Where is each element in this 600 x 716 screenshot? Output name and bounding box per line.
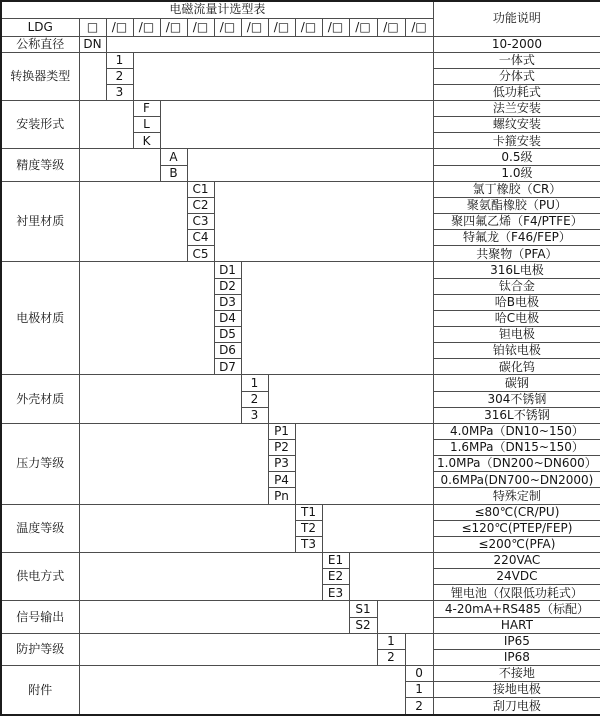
description-cell: 10-2000 xyxy=(433,36,600,52)
description-cell: 1.0MPa（DN200~DN600） xyxy=(433,456,600,472)
code-cell: E1 xyxy=(322,553,349,569)
code-box: /□ xyxy=(133,18,160,36)
code-cell: F xyxy=(133,101,160,117)
spacer-cell xyxy=(160,101,433,149)
code-cell: E2 xyxy=(322,569,349,585)
code-cell: T2 xyxy=(295,520,322,536)
model-prefix: LDG xyxy=(1,18,79,36)
code-cell: D2 xyxy=(214,278,241,294)
description-cell: 低功耗式 xyxy=(433,84,600,100)
spacer-cell xyxy=(187,149,433,181)
description-cell: 316L不锈钢 xyxy=(433,407,600,423)
description-cell: 哈B电极 xyxy=(433,294,600,310)
spacer-cell xyxy=(106,36,433,52)
code-cell: D3 xyxy=(214,294,241,310)
spacer-cell xyxy=(322,504,433,552)
spacer-cell xyxy=(79,375,241,423)
description-cell: 接地电极 xyxy=(433,682,600,698)
code-box: /□ xyxy=(160,18,187,36)
description-cell: 钛合金 xyxy=(433,278,600,294)
spacer-cell xyxy=(79,665,405,715)
code-cell: C3 xyxy=(187,214,214,230)
table-title: 电磁流量计选型表 xyxy=(1,1,433,18)
code-cell: D6 xyxy=(214,343,241,359)
code-cell: DN xyxy=(79,36,106,52)
code-cell: 3 xyxy=(106,84,133,100)
description-cell: 钽电极 xyxy=(433,327,600,343)
description-cell: 分体式 xyxy=(433,68,600,84)
spacer-cell xyxy=(79,101,133,149)
code-cell: D7 xyxy=(214,359,241,375)
description-cell: ≤120℃(PTEP/FEP) xyxy=(433,520,600,536)
spacer-cell xyxy=(79,262,214,375)
code-cell: T1 xyxy=(295,504,322,520)
code-cell: C5 xyxy=(187,246,214,262)
code-cell: 2 xyxy=(241,391,268,407)
description-cell: IP65 xyxy=(433,633,600,649)
code-box: /□ xyxy=(405,18,433,36)
category-label: 外壳材质 xyxy=(1,375,79,423)
code-box: /□ xyxy=(349,18,377,36)
spacer-cell xyxy=(79,52,106,100)
code-cell: 1 xyxy=(241,375,268,391)
code-cell: P2 xyxy=(268,440,295,456)
selection-table-body xyxy=(1,1,600,715)
category-label: 衬里材质 xyxy=(1,181,79,262)
code-cell: P3 xyxy=(268,456,295,472)
spacer-cell xyxy=(377,601,433,633)
category-label: 温度等级 xyxy=(1,504,79,552)
code-cell: S1 xyxy=(349,601,377,617)
description-cell: 316L电极 xyxy=(433,262,600,278)
code-box: /□ xyxy=(377,18,405,36)
description-cell: 共聚物（PFA） xyxy=(433,246,600,262)
code-cell: C1 xyxy=(187,181,214,197)
code-cell: K xyxy=(133,133,160,149)
code-box: /□ xyxy=(322,18,349,36)
code-box: /□ xyxy=(268,18,295,36)
spacer-cell xyxy=(79,149,160,181)
category-label: 信号输出 xyxy=(1,601,79,633)
description-cell: 24VDC xyxy=(433,569,600,585)
description-cell: IP68 xyxy=(433,649,600,665)
function-column-header: 功能说明 xyxy=(433,1,600,36)
description-cell: 锂电池（仅限低功耗式） xyxy=(433,585,600,601)
spacer-cell xyxy=(79,601,349,633)
spacer-cell xyxy=(349,553,433,601)
spacer-cell xyxy=(79,181,187,262)
code-box: /□ xyxy=(295,18,322,36)
spacer-cell xyxy=(79,633,377,665)
spacer-cell xyxy=(214,181,433,262)
code-cell: A xyxy=(160,149,187,165)
spacer-cell xyxy=(79,553,322,601)
code-box: /□ xyxy=(106,18,133,36)
code-cell: P1 xyxy=(268,423,295,439)
code-cell: 3 xyxy=(241,407,268,423)
code-cell: Pn xyxy=(268,488,295,504)
description-cell: 法兰安装 xyxy=(433,101,600,117)
code-cell: 1 xyxy=(405,682,433,698)
code-cell: 2 xyxy=(405,698,433,715)
spacer-cell xyxy=(405,633,433,665)
description-cell: HART xyxy=(433,617,600,633)
code-cell: D1 xyxy=(214,262,241,278)
code-cell: C4 xyxy=(187,230,214,246)
code-cell: S2 xyxy=(349,617,377,633)
code-cell: P4 xyxy=(268,472,295,488)
category-label: 电极材质 xyxy=(1,262,79,375)
code-cell: 2 xyxy=(106,68,133,84)
category-label: 附件 xyxy=(1,665,79,715)
category-label: 转换器类型 xyxy=(1,52,79,100)
description-cell: 聚四氟乙烯（F4/PTFE） xyxy=(433,214,600,230)
category-label: 安装形式 xyxy=(1,101,79,149)
category-label: 供电方式 xyxy=(1,553,79,601)
description-cell: ≤200℃(PFA) xyxy=(433,536,600,552)
description-cell: 304不锈钢 xyxy=(433,391,600,407)
code-box: /□ xyxy=(241,18,268,36)
code-cell: B xyxy=(160,165,187,181)
description-cell: 1.6MPa（DN15~150） xyxy=(433,440,600,456)
description-cell: 聚氨酯橡胶（PU） xyxy=(433,197,600,213)
code-cell: D4 xyxy=(214,310,241,326)
spacer-cell xyxy=(79,504,295,552)
description-cell: 碳钢 xyxy=(433,375,600,391)
description-cell: 碳化钨 xyxy=(433,359,600,375)
description-cell: 0.6MPa(DN700~DN2000) xyxy=(433,472,600,488)
description-cell: 不接地 xyxy=(433,665,600,681)
description-cell: ≤80℃(CR/PU) xyxy=(433,504,600,520)
category-label: 公称直径 xyxy=(1,36,79,52)
code-cell: D5 xyxy=(214,327,241,343)
spacer-cell xyxy=(295,423,433,504)
code-box: /□ xyxy=(187,18,214,36)
category-label: 压力等级 xyxy=(1,423,79,504)
description-cell: 220VAC xyxy=(433,553,600,569)
code-cell: 2 xyxy=(377,649,405,665)
spacer-cell xyxy=(133,52,433,100)
description-cell: 卡箍安装 xyxy=(433,133,600,149)
description-cell: 螺纹安装 xyxy=(433,117,600,133)
description-cell: 1.0级 xyxy=(433,165,600,181)
description-cell: 刮刀电极 xyxy=(433,698,600,715)
spacer-cell xyxy=(268,375,433,423)
description-cell: 一体式 xyxy=(433,52,600,68)
description-cell: 哈C电极 xyxy=(433,310,600,326)
description-cell: 氯丁橡胶（CR） xyxy=(433,181,600,197)
code-cell: 0 xyxy=(405,665,433,681)
description-cell: 4.0MPa（DN10~150） xyxy=(433,423,600,439)
description-cell: 特氟龙（F46/FEP） xyxy=(433,230,600,246)
code-cell: C2 xyxy=(187,197,214,213)
description-cell: 铂铱电极 xyxy=(433,343,600,359)
code-cell: L xyxy=(133,117,160,133)
code-box: /□ xyxy=(214,18,241,36)
code-cell: 1 xyxy=(377,633,405,649)
spacer-cell xyxy=(79,423,268,504)
code-cell: E3 xyxy=(322,585,349,601)
code-box: □ xyxy=(79,18,106,36)
description-cell: 特殊定制 xyxy=(433,488,600,504)
description-cell: 0.5级 xyxy=(433,149,600,165)
code-cell: 1 xyxy=(106,52,133,68)
category-label: 防护等级 xyxy=(1,633,79,665)
description-cell: 4-20mA+RS485（标配） xyxy=(433,601,600,617)
code-cell: T3 xyxy=(295,536,322,552)
category-label: 精度等级 xyxy=(1,149,79,181)
spacer-cell xyxy=(241,262,433,375)
